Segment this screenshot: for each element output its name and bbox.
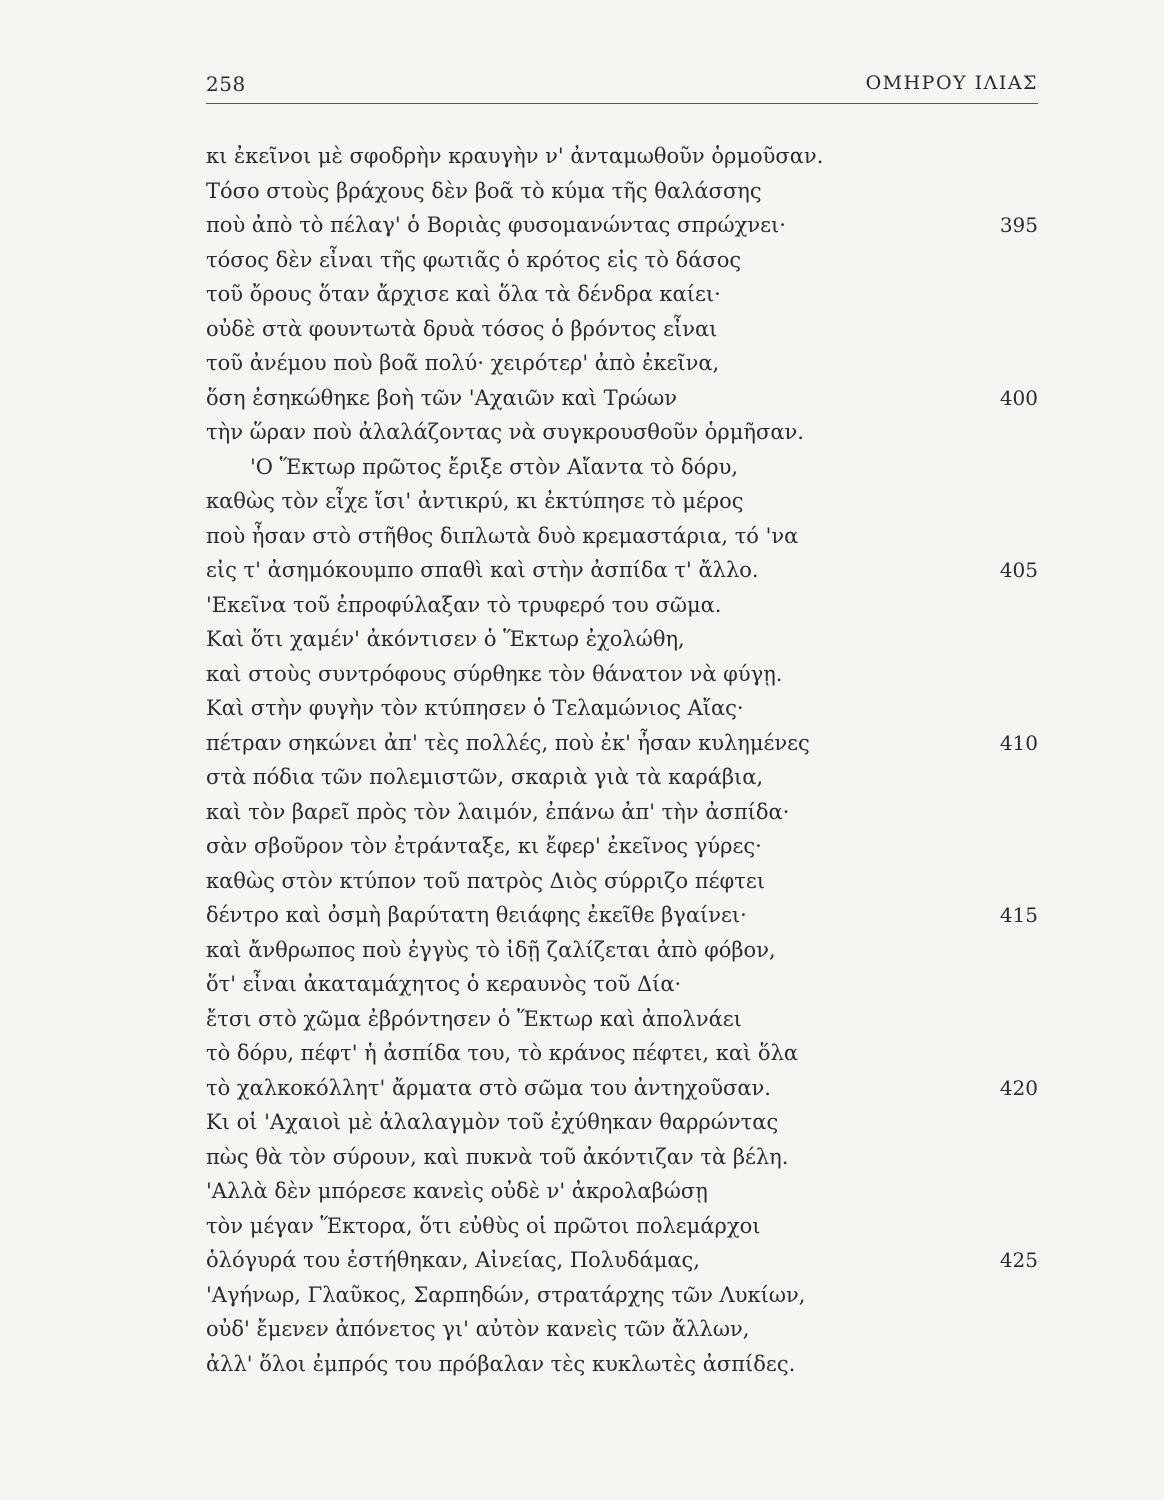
running-head: ΟΜΗΡΟΥ ΙΛΙΑΣ [865,72,1038,94]
verse-text: καὶ τὸν βαρεῖ πρὸς τὸν λαιμόν, ἐπάνω ἀπ' τὴν ἀσπίδα· [206,799,790,824]
verse-text: πέτραν σηκώνει ἀπ' τὲς πολλές, ποὺ ἐκ' ἦσαν κυλημένες [206,730,810,755]
verse-line [206,1278,1038,1313]
verse-line [206,829,1038,864]
verse-text: καθὼς στὸν κτύπον τοῦ πατρὸς Διὸς σύρριζο πέφτει [206,868,765,893]
page-header [206,72,1038,102]
line-number: 415 [999,903,1038,927]
verse-text: τὸ δόρυ, πέφτ' ἡ ἀσπίδα του, τὸ κράνος πέφτει, καὶ ὅλα [206,1041,799,1065]
verse-text: οὐδ' ἔμενεν ἀπόνετος γι' αὐτὸν κανεὶς τῶν ἄλλων, [206,1317,750,1341]
verse-text: πὼς θὰ τὸν σύρουν, καὶ πυκνὰ τοῦ ἀκόντιζαν τὰ βέλη. [206,1144,789,1169]
verse-text: στὰ πόδια τῶν πολεμιστῶν, σκαριὰ γιὰ τὰ καράβια, [206,765,764,789]
verse-text: 'Εκεῖνα τοῦ ἐπροφύλαξαν τὸ τρυφερό του σῶμα. [206,592,722,617]
line-number: 400 [999,385,1038,410]
verse-text: τόσος δὲν εἶναι τῆς φωτιᾶς ὁ κρότος εἰς τὸ δάσος [206,247,742,272]
verse-text: κι ἐκεῖνοι μὲ σφοδρὴν κραυγὴν ν' ἀνταμωθοῦν ὁρμοῦσαν. [206,144,824,168]
verse-line [206,381,1038,416]
verse-text: ποὺ ἀπὸ τὸ πέλαγ' ὁ Βοριὰς φυσομανώντας σπρώχνει· [206,213,786,237]
page-number: 258 [206,72,246,96]
verse-line [206,795,1038,830]
verse-line [206,312,1038,347]
verse-line [206,174,1038,209]
verse-line [206,1140,1038,1175]
verse-line [206,864,1038,899]
verse-line [206,933,1038,968]
verse-line [206,1347,1038,1382]
verse-text: ποὺ ἦσαν στὸ στῆθος διπλωτὰ δυὸ κρεμαστάρια, τό 'να [206,523,799,548]
verse-line [206,1243,1038,1278]
verse-text: ὅτ' εἶναι ἀκαταμάχητος ὁ κεραυνὸς τοῦ Δία· [206,972,682,996]
verse-line [206,139,1038,174]
line-number: 410 [999,730,1038,755]
verse-line [206,588,1038,623]
verse-text: 'Αγήνωρ, Γλαῦκος, Σαρπηδών, στρατάρχης τῶν Λυκίων, [206,1282,806,1307]
verse-text: σὰν σβοῦρον τὸν ἐτράνταξε, κι ἔφερ' ἐκεῖνος γύρες· [206,834,762,858]
verse-line [206,277,1038,312]
verse-text: εἰς τ' ἀσημόκουμπο σπαθὶ καὶ στὴν ἀσπίδα τ' ἄλλο. [206,558,759,582]
verse-line [206,1312,1038,1347]
verse-line [206,553,1038,588]
verse-line [206,657,1038,692]
verse-text: τὸ χαλκοκόλλητ' ἄρματα στὸ σῶμα του ἀντηχοῦσαν. [206,1075,771,1100]
header-rule [206,103,1038,104]
verse-line [206,415,1038,450]
line-number: 405 [999,558,1038,582]
verse-line [206,1174,1038,1209]
verse-line [206,484,1038,519]
verse-text: τοῦ ἀνέμου ποὺ βοᾶ πολύ· χειρότερ' ἀπὸ ἐκεῖνα, [206,351,720,375]
verse-text: καθὼς τὸν εἶχε ἴσι' ἀντικρύ, κι ἐκτύπησε τὸ μέρος [206,489,744,513]
verse-text: δέντρο καὶ ὀσμὴ βαρύτατη θειάφης ἐκεῖθε βγαίνει· [206,903,747,927]
verse-text: ὅση ἐσηκώθηκε βοὴ τῶν 'Αχαιῶν καὶ Τρώων [206,385,678,410]
line-number: 425 [999,1248,1038,1272]
verse-line [206,622,1038,657]
verse-line [206,967,1038,1002]
line-number: 395 [999,213,1038,237]
verse-line [206,1036,1038,1071]
verse-line [206,519,1038,554]
verse-text: καὶ στοὺς συντρόφους σύρθηκε τὸν θάνατον νὰ φύγῃ. [206,661,783,686]
verse-text: καὶ ἄνθρωπος ποὺ ἐγγὺς τὸ ἰδῇ ζαλίζεται ἀπὸ φόβον, [206,937,776,962]
verse-text: ἀλλ' ὅλοι ἐμπρός του πρόβαλαν τὲς κυκλωτὲς ἀσπίδες. [206,1351,796,1376]
verse-line [206,1002,1038,1037]
verse-line [206,450,1038,485]
verse-text: Καὶ ὅτι χαμέν' ἀκόντισεν ὁ Ἕκτωρ ἐχολώθη, [206,627,685,651]
verse-line [206,898,1038,933]
verse-text: τοῦ ὄρους ὅταν ἄρχισε καὶ ὅλα τὰ δένδρα καίει· [206,282,721,306]
verse-text: Κι οἱ 'Αχαιοὶ μὲ ἀλαλαγμὸν τοῦ ἐχύθηκαν θαρρώντας [206,1110,779,1134]
verse-text: τὸν μέγαν Ἕκτορα, ὅτι εὐθὺς οἱ πρῶτοι πολεμάρχοι [206,1213,761,1238]
verse-line [206,760,1038,795]
verse-text: 'Αλλὰ δὲν μπόρεσε κανεὶς οὐδὲ ν' ἀκρολαβώσῃ [206,1179,708,1203]
verse-line [206,1105,1038,1140]
verse-block [206,139,1038,1381]
verse-line [206,208,1038,243]
verse-line [206,1071,1038,1106]
verse-text: τὴν ὥραν ποὺ ἀλαλάζοντας νὰ συγκρουσθοῦν ὁρμῆσαν. [206,420,804,444]
verse-line [206,1209,1038,1244]
verse-line [206,346,1038,381]
verse-line [206,243,1038,278]
verse-line [206,691,1038,726]
verse-line [206,726,1038,761]
verse-text: Τόσο στοὺς βράχους δὲν βοᾶ τὸ κύμα τῆς θαλάσσης [206,178,762,203]
verse-text: 'Ο Ἕκτωρ πρῶτος ἔριξε στὸν Αἴαντα τὸ δόρυ, [250,454,739,479]
verse-text: οὐδὲ στὰ φουντωτὰ δρυὰ τόσος ὁ βρόντος εἶναι [206,316,718,341]
verse-text: ὁλόγυρά του ἐστήθηκαν, Αἰνείας, Πολυδάμας, [206,1248,700,1272]
verse-text: ἔτσι στὸ χῶμα ἐβρόντησεν ὁ Ἕκτωρ καὶ ἀπολνάει [206,1006,742,1031]
verse-text: Καὶ στὴν φυγὴν τὸν κτύπησεν ὁ Τελαμώνιος Αἴας· [206,696,744,720]
line-number: 420 [999,1075,1038,1100]
